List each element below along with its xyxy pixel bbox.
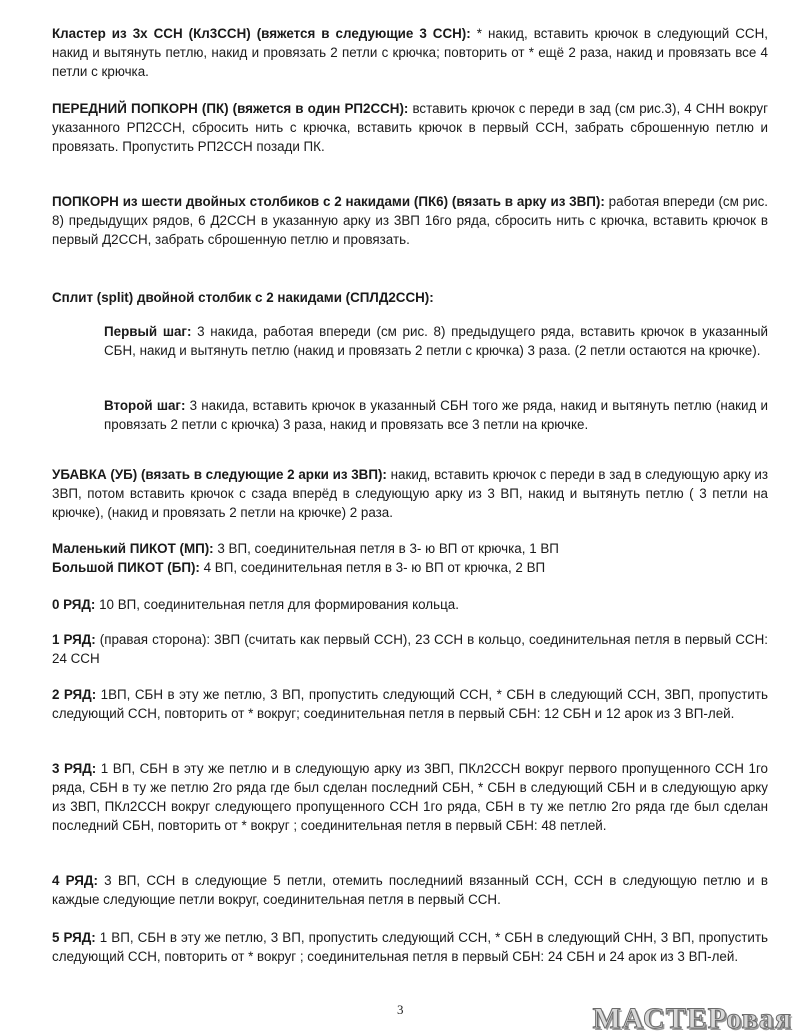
decrease-heading: УБАВКА (УБ) (вязать в следующие 2 арки из 3ВП): [52, 467, 387, 482]
row1-text: (правая сторона): 3ВП (считать как первый ССН), 23 ССН в кольцо, соединительная петля в первый ССН: 24 ССН [52, 632, 768, 666]
step1-text: 3 накида, работая впереди (см рис. 8) предыдущего ряда, вставить крючок в указанный СБН, накид и вытянуть петлю (накид и провязать 2 петли с крючка) 3 раза. (2 петли остаются на крючке). [104, 324, 768, 358]
decrease-text: накид, вставить крючок с переди в зад в следующую арку из 3ВП, потом вставить крючок с сзада вперёд в следующую арку из 3 ВП, накид и вытянуть петлю ( 3 петли на крючке), (накид и провязать 2 петли на крючке) 2 раза. [52, 467, 768, 520]
cluster-heading: Кластер из 3х ССН (Кл3ССН) (вяжется в следующие 3 ССН): [52, 26, 471, 41]
split-stitch-heading-paragraph [52, 288, 768, 307]
row5-heading: 5 РЯД: [52, 930, 96, 945]
row3-heading: 3 РЯД: [52, 761, 97, 776]
row1-paragraph [52, 630, 768, 668]
row0-paragraph [52, 595, 768, 614]
split-stitch-heading: Сплит (split) двойной столбик с 2 накидами (СПЛД2ССН): [52, 290, 434, 305]
step1-paragraph [104, 322, 768, 360]
row5-text: 1 ВП, СБН в эту же петлю, 3 ВП, пропустить следующий ССН, * СБН в следующий СНН, 3 ВП, пропустить следующий ССН, повторить от * вокруг ; соединительная петля в первый СБН: 24 СБН и 24 арок из 3 ВП-лей. [52, 930, 768, 964]
popcorn6-heading: ПОПКОРН из шести двойных столбиков с 2 накидами (ПК6) (вязать в арку из 3ВП): [52, 194, 605, 209]
row1-heading: 1 РЯД: [52, 632, 96, 647]
step2-heading: Второй шаг: [104, 398, 186, 413]
large-picot-heading: Большой ПИКОТ (БП): [52, 560, 200, 575]
front-popcorn-text: вставить крючок с переди в зад (см рис.3), 4 СНН вокруг указанного РП2ССН, сбросить нить с крючка, вставить крючок в первый ССН, забрать сброшенную петлю и провязать. Пропустить РП2ССН позади ПК. [52, 101, 768, 154]
row4-text: 3 ВП, ССН в следующие 5 петли, отемить последниий вязанный ССН, ССН в следующую петлю и в каждые следующие петли вокруг, соединительная петля в первый ССН. [52, 873, 769, 907]
step2-text: 3 накида, вставить крючок в указанный СБН того же ряда, накид и вытянуть петлю (накид и провязать 2 петли с крючка) 3 раза, накид и провязать все 3 петли на крючке. [104, 398, 768, 432]
cluster-paragraph [52, 24, 768, 81]
small-picot-text: 3 ВП, соединительная петля в 3- ю ВП от крючка, 1 ВП [213, 541, 559, 556]
row0-text: 10 ВП, соединительная петля для формирования кольца. [95, 597, 459, 612]
row3-paragraph [52, 759, 768, 835]
row4-heading: 4 РЯД: [52, 873, 98, 888]
step1-heading: Первый шаг: [104, 324, 192, 339]
row3-text: 1 ВП, СБН в эту же петлю и в следующую арку из 3ВП, ПКл2ССН вокруг первого пропущенного ССН 1го ряда, СБН в ту же петлю 2го ряда где был сделан последний СБН, * СБН в следующий СБН и в следующую арку из 3ВП, ПКл2ССН вокруг следующего пропущенного ССН 1го ряда, СБН в ту же петлю 2го ряда где был сделан последний СБН, повторить от * вокруг ; соединительная петля в первый СБН: 48 петлей. [52, 761, 768, 833]
row2-paragraph [52, 685, 768, 723]
row2-text: 1ВП, СБН в эту же петлю, 3 ВП, пропустить следующий ССН, * СБН в следующий ССН, 3ВП, пропустить следующий ССН, повторить от * вокруг; соединительная петля в первый СБН: 12 СБН и 12 арок из 3 ВП-лей. [52, 687, 769, 721]
watermark-logo: МАСТЕРовая [592, 1002, 792, 1035]
front-popcorn-paragraph [52, 99, 768, 156]
row5-paragraph [52, 928, 768, 966]
large-picot-text: 4 ВП, соединительная петля в 3- ю ВП от крючка, 2 ВП [199, 560, 546, 575]
picots-paragraph [52, 539, 768, 577]
step2-paragraph [104, 396, 768, 434]
front-popcorn-heading: ПЕРЕДНИЙ ПОПКОРН (ПК) (вяжется в один РП2ССН): [52, 101, 409, 116]
cluster-text: * накид, вставить крючок в следующий ССН, накид и вытянуть петлю, накид и провязать 2 петли с крючка; повторить от * ещё 2 раза, накид и провязать все 4 петли с крючка. [52, 26, 768, 79]
popcorn6-text: работая впереди (см рис. 8) предыдущих рядов, 6 Д2ССН в указанную арку из 3ВП 16го ряда, сбросить нить с крючка, вставить крючок в первый Д2ССН, забрать сброшенную петлю и провязать. [52, 194, 768, 247]
row4-paragraph [52, 871, 768, 909]
row0-heading: 0 РЯД: [52, 597, 96, 612]
decrease-paragraph [52, 465, 768, 522]
row2-heading: 2 РЯД: [52, 687, 97, 702]
small-picot-heading: Маленький ПИКОТ (МП): [52, 541, 214, 556]
popcorn6-paragraph [52, 192, 768, 249]
page-number: 3 [397, 1002, 404, 1017]
